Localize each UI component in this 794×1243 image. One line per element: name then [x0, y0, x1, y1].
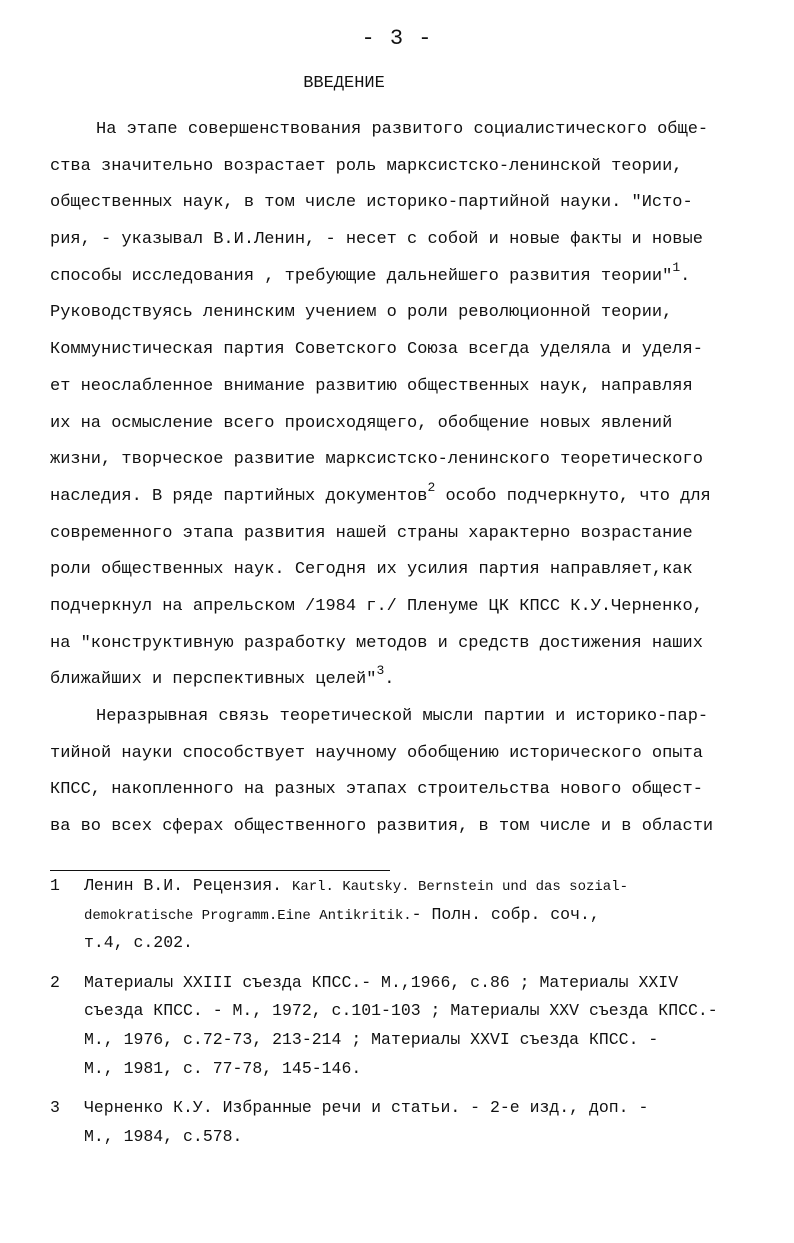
line-text: наследия. В ряде партийных документов — [50, 486, 428, 506]
body-line — [50, 295, 790, 332]
body-line — [50, 736, 790, 773]
footnote-number: 1 — [50, 876, 60, 895]
body-line — [50, 332, 790, 369]
body-line — [50, 222, 790, 259]
line-text-continued: . — [384, 670, 395, 690]
footnote — [50, 1094, 790, 1151]
footnote-line — [84, 929, 790, 958]
footnote-line — [84, 997, 790, 1026]
line-text-continued: особо подчеркнуто, что для — [435, 486, 711, 506]
footnote-line — [84, 872, 790, 901]
body-line — [50, 149, 790, 186]
body-line — [50, 626, 790, 663]
footnote-line — [84, 1026, 790, 1055]
line-text: Неразрывная связь теоретической мысли партии и историко-пар- — [96, 707, 709, 726]
footnote-separator — [50, 870, 390, 871]
line-text-continued: . — [680, 266, 691, 286]
body-line — [50, 699, 790, 736]
line-text: ва во всех сферах общественного развития, в том числе и в области — [50, 817, 714, 837]
body-text — [50, 112, 790, 846]
body-line — [50, 589, 790, 626]
line-text: способы исследования , требующие дальнейшего развития теории" — [50, 266, 673, 286]
footnotes — [50, 872, 790, 1162]
footnote-latin-text: demokratische Programm.Eine Antikritik. — [84, 907, 412, 924]
footnote-line — [84, 969, 790, 998]
line-text: КПСС, накопленного на разных этапах строительства нового общест- — [50, 780, 703, 800]
line-text: ближайших и перспективных целей" — [50, 670, 377, 690]
line-text: Коммунистическая партия Советского Союза всегда уделяла и уделя- — [50, 340, 703, 360]
body-line — [50, 406, 790, 443]
line-text: жизни, творческое развитие марксистско-ленинского теоретического — [50, 450, 703, 470]
body-line — [50, 662, 790, 699]
line-text: общественных наук, в том числе историко-партийной науки. "Исто- — [50, 193, 693, 213]
footnote-text: Ленин В.И. Рецензия. — [84, 876, 292, 895]
footnote-reference: 3 — [376, 663, 385, 679]
footnote-text: т.4, с.202. — [84, 933, 193, 953]
body-line — [50, 772, 790, 809]
line-text: роли общественных наук. Сегодня их усилия партия направляет,как — [50, 560, 693, 580]
body-line — [50, 516, 790, 553]
footnote-latin-text: Karl. Kautsky. Bernstein und das sozial- — [291, 879, 628, 895]
footnote-line — [84, 1094, 790, 1123]
line-text: на "конструктивную разработку методов и средств достижения наших — [50, 633, 703, 653]
footnote-reference: 1 — [672, 259, 681, 275]
footnote-reference: 2 — [427, 479, 436, 495]
line-text: ет неослабленное внимание развитию общественных наук, направляя — [50, 376, 693, 396]
line-text: Руководствуясь ленинским учением о роли революционной теории, — [50, 303, 673, 323]
body-line — [50, 809, 790, 846]
section-heading: ВВЕДЕНИЕ — [303, 74, 385, 93]
footnote-text: - Полн. собр. соч., — [411, 904, 600, 924]
line-text: рия, - указывал В.И.Ленин, - несет с собой и новые факты и новые — [50, 230, 703, 250]
line-text: ства значительно возрастает роль марксистско-ленинской теории, — [50, 156, 683, 176]
footnote-text: М., 1984, с.578. — [84, 1126, 243, 1146]
body-line — [50, 369, 790, 406]
footnote — [50, 969, 790, 1083]
footnote-text: М., 1976, с.72-73, 213-214 ; Материалы XXVI съезда КПСС. - — [84, 1029, 659, 1049]
line-text: подчеркнул на апрельском /1984 г./ Пленуме ЦК КПСС К.У.Черненко, — [50, 596, 703, 616]
footnote-line — [84, 901, 790, 930]
footnote-number: 2 — [50, 972, 60, 992]
page-number: - 3 - — [361, 26, 433, 51]
body-line — [50, 185, 790, 222]
footnote — [50, 872, 790, 958]
line-text: их на осмысление всего происходящего, обобщение новых явлений — [50, 413, 673, 433]
footnote-line — [84, 1055, 790, 1084]
line-text: тийной науки способствует научному обобщению исторического опыта — [50, 743, 703, 763]
body-line — [50, 259, 790, 296]
footnote-text: Черненко К.У. Избранные речи и статьи. - 2-е изд., доп. - — [84, 1098, 649, 1118]
footnote-line — [84, 1123, 790, 1152]
footnote-text: М., 1981, с. 77-78, 145-146. — [84, 1058, 362, 1078]
footnote-text: съезда КПСС. - М., 1972, с.101-103 ; Материалы XXV съезда КПСС.- — [84, 1001, 718, 1021]
footnote-number: 3 — [50, 1098, 60, 1118]
body-line — [50, 479, 790, 516]
line-text: На этапе совершенствования развитого социалистического общe- — [96, 120, 709, 139]
line-text: современного этапа развития нашей страны характерно возрастание — [50, 523, 693, 543]
body-line — [50, 112, 790, 149]
body-line — [50, 442, 790, 479]
footnote-text: Материалы XXIII съезда КПСС.- М.,1966, с.86 ; Материалы XXIV — [84, 972, 679, 992]
body-line — [50, 552, 790, 589]
